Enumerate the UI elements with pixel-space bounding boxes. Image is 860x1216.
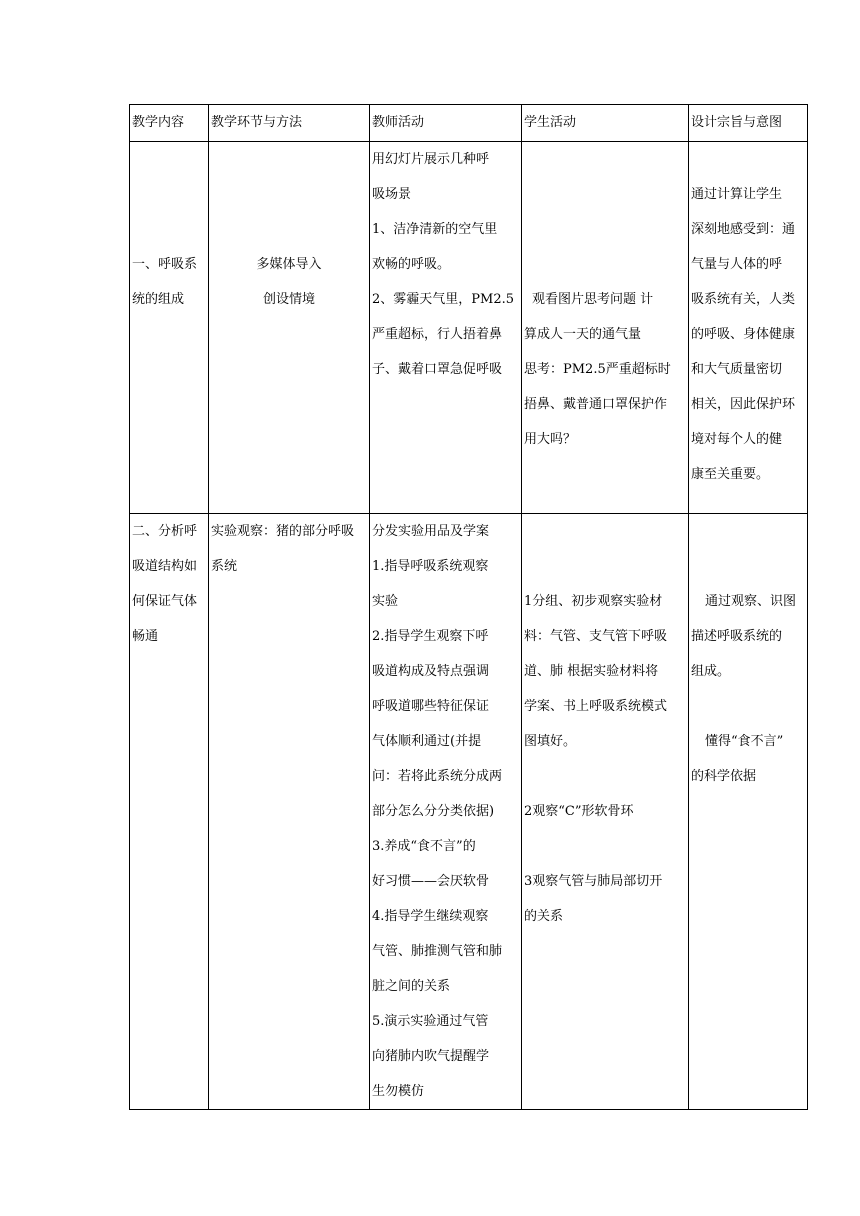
cell-line: 1、洁净清新的空气里 bbox=[372, 222, 498, 237]
cell-method bbox=[209, 142, 370, 514]
cell-line: 料：气管、支气管下呼吸 bbox=[524, 629, 668, 644]
cell-line: 好习惯——会厌软骨 bbox=[372, 874, 490, 889]
cell-line: 1分组、初步观察实验材 bbox=[524, 594, 663, 609]
header-content: 教学内容 bbox=[130, 105, 209, 142]
cell-line: 统的组成 bbox=[132, 292, 185, 307]
cell-line: 道、肺 根据实验材料将 bbox=[524, 664, 659, 679]
cell-line: 捂鼻、戴普通口罩保护作 bbox=[524, 397, 668, 412]
header-intent: 设计宗旨与意图 bbox=[689, 105, 808, 142]
cell-line: 何保证气体 bbox=[132, 594, 198, 609]
cell-content bbox=[130, 142, 209, 514]
cell-line: 生勿模仿 bbox=[372, 1084, 425, 1099]
lesson-plan-table bbox=[129, 104, 808, 1110]
cell-line: 的呼吸、身体健康 bbox=[691, 327, 796, 342]
cell-line: 2.指导学生观察下呼 bbox=[372, 629, 489, 644]
cell-line: 实验观察：猪的部分呼吸 bbox=[211, 524, 355, 539]
cell-line: 懂得“食不言” bbox=[705, 734, 784, 749]
cell-line: 5.演示实验通过气管 bbox=[372, 1014, 489, 1029]
cell-line: 部分怎么分分类依据) bbox=[372, 804, 495, 819]
cell-line: 气体顺利通过(并提 bbox=[372, 734, 482, 749]
cell-line: 深刻地感受到：通 bbox=[691, 222, 796, 237]
cell-line: 和大气质量密切 bbox=[691, 362, 783, 377]
cell-line: 描述呼吸系统的 bbox=[691, 629, 783, 644]
cell-line: 吸道构成及特点强调 bbox=[372, 664, 490, 679]
cell-line: 向猪肺内吹气提醒学 bbox=[372, 1049, 490, 1064]
cell-line: 3.养成“食不言”的 bbox=[372, 839, 476, 854]
cell-line: 实验 bbox=[372, 594, 399, 609]
cell-line: 图填好。 bbox=[524, 734, 577, 749]
cell-content bbox=[130, 514, 209, 1110]
cell-intent bbox=[689, 514, 808, 1110]
cell-intent bbox=[689, 142, 808, 514]
cell-line: 系统 bbox=[211, 559, 238, 574]
cell-line: 创设情境 bbox=[262, 292, 315, 307]
cell-method bbox=[209, 514, 370, 1110]
cell-line: 境对每个人的健 bbox=[691, 432, 783, 447]
header-student: 学生活动 bbox=[522, 105, 689, 142]
cell-line: 吸道结构如 bbox=[132, 559, 198, 574]
cell-teacher bbox=[370, 514, 522, 1110]
cell-line: 的关系 bbox=[524, 909, 564, 924]
cell-line: 观看图片思考问题 计 bbox=[532, 292, 654, 307]
cell-line: 子、戴着口罩急促呼吸 bbox=[372, 362, 503, 377]
cell-line: 吸系统有关，人类 bbox=[691, 292, 796, 307]
cell-line: 通过计算让学生 bbox=[691, 187, 783, 202]
cell-line: 学案、书上呼吸系统模式 bbox=[524, 699, 668, 714]
cell-line: 多媒体导入 bbox=[256, 257, 322, 272]
table-row bbox=[130, 142, 808, 514]
cell-student bbox=[522, 142, 689, 514]
cell-line: 脏之间的关系 bbox=[372, 979, 451, 994]
cell-line: 2、雾霾天气里，PM2.5 bbox=[372, 292, 515, 307]
table-row bbox=[130, 514, 808, 1110]
cell-line: 用幻灯片展示几种呼 bbox=[372, 152, 490, 167]
cell-line: 吸场景 bbox=[372, 187, 412, 202]
header-teacher: 教师活动 bbox=[370, 105, 522, 142]
cell-line: 用大吗？ bbox=[524, 432, 577, 447]
cell-line: 呼吸道哪些特征保证 bbox=[372, 699, 490, 714]
cell-line: 二、分析呼 bbox=[132, 524, 198, 539]
header-method: 教学环节与方法 bbox=[209, 105, 370, 142]
cell-line: 严重超标，行人捂着鼻 bbox=[372, 327, 503, 342]
cell-line: 通过观察、识图 bbox=[705, 594, 797, 609]
cell-line: 组成。 bbox=[691, 664, 731, 679]
cell-line: 问：若将此系统分成两 bbox=[372, 769, 503, 784]
table-header-row bbox=[130, 105, 808, 142]
cell-line: 欢畅的呼吸。 bbox=[372, 257, 451, 272]
cell-line: 康至关重要。 bbox=[691, 467, 770, 482]
cell-student bbox=[522, 514, 689, 1110]
cell-line: 思考：PM2.5严重超标时 bbox=[524, 362, 671, 377]
cell-line: 2观察“C”形软骨环 bbox=[524, 804, 634, 819]
cell-line: 4.指导学生继续观察 bbox=[372, 909, 489, 924]
cell-line: 畅通 bbox=[132, 629, 159, 644]
cell-line: 气管、肺推测气管和肺 bbox=[372, 944, 503, 959]
cell-line: 1.指导呼吸系统观察 bbox=[372, 559, 489, 574]
cell-line: 一、呼吸系 bbox=[132, 257, 198, 272]
cell-line: 算成人一天的通气量 bbox=[524, 327, 642, 342]
cell-line: 的科学依据 bbox=[691, 769, 757, 784]
cell-line: 3观察气管与肺局部切开 bbox=[524, 874, 663, 889]
cell-line: 气量与人体的呼 bbox=[691, 257, 783, 272]
cell-teacher bbox=[370, 142, 522, 514]
cell-line: 相关，因此保护环 bbox=[691, 397, 796, 412]
cell-line: 分发实验用品及学案 bbox=[372, 524, 490, 539]
